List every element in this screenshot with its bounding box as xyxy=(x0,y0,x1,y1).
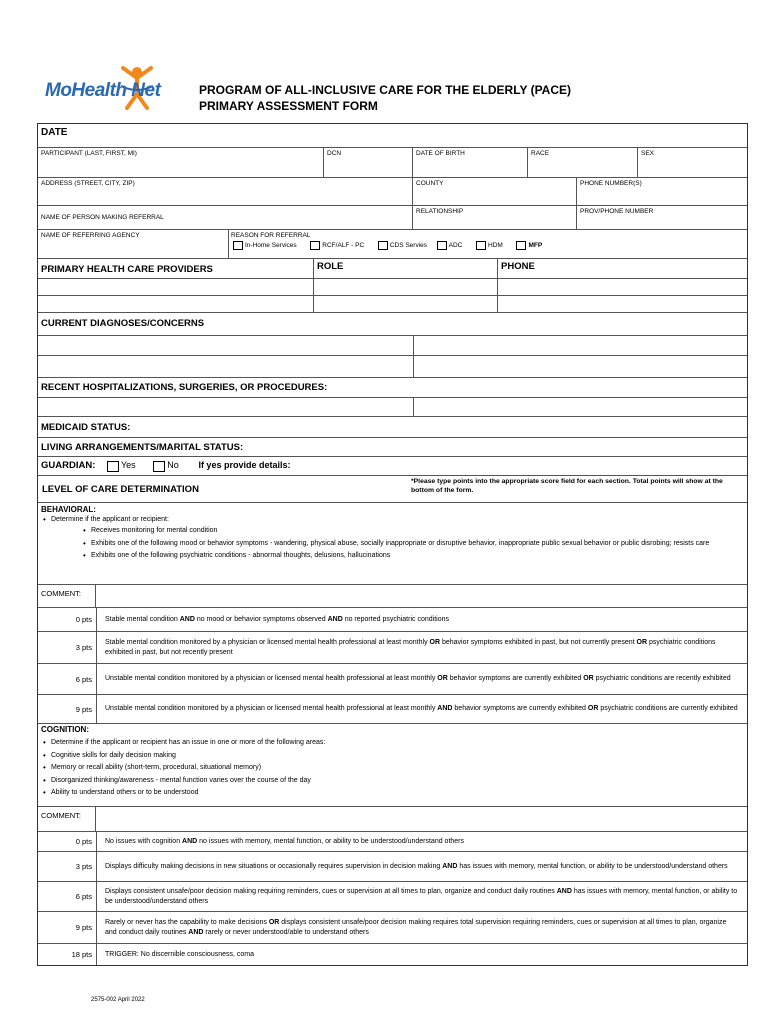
cognition-score-row xyxy=(38,943,747,965)
participant-row xyxy=(38,147,747,177)
cognition-score-row xyxy=(38,881,747,911)
race-field[interactable]: RACE xyxy=(527,148,637,177)
referring-agency-field[interactable]: NAME OF REFERRING AGENCY xyxy=(41,232,140,239)
sex-field[interactable]: SEX xyxy=(637,148,747,177)
diagnosis-field[interactable] xyxy=(38,336,413,355)
living-row[interactable] xyxy=(38,437,747,456)
cognition-item: • Memory or recall ability (short-term, procedural, situational memory) xyxy=(41,762,744,775)
behavioral-score-row xyxy=(38,631,747,663)
score-description: Unstable mental condition monitored by a physician or licensed mental health professional at least monthly AND behavior symptoms are currently exhibited OR psychiatric conditions are currently exhibited xyxy=(96,695,747,723)
score-description: TRIGGER: No discernible consciousness, coma xyxy=(96,944,747,965)
behavioral-score-row xyxy=(38,607,747,631)
hospital-header: RECENT HOSPITALIZATIONS, SURGERIES, OR PROCEDURES: xyxy=(41,382,328,393)
score-points[interactable]: 3 pts xyxy=(75,862,92,871)
prov-phone-field[interactable]: PROV/PHONE NUMBER xyxy=(576,206,747,229)
date-label: DATE xyxy=(41,127,68,138)
mfp-checkbox[interactable] xyxy=(516,241,526,250)
behavioral-comment-field[interactable] xyxy=(96,585,747,607)
provider-role-field[interactable] xyxy=(313,296,497,312)
hospital-field[interactable] xyxy=(413,398,747,416)
diagnosis-field[interactable] xyxy=(413,356,747,377)
county-field[interactable]: COUNTY xyxy=(412,178,576,205)
level-of-care-note: *Please type points into the appropriate score field for each section. Total points will show at the bottom of the form. xyxy=(411,478,723,494)
score-description: No issues with cognition AND no issues with memory, mental function, or ability to be understood/understand others xyxy=(96,832,747,851)
dcn-field[interactable]: DCN xyxy=(323,148,412,177)
provider-phone-field[interactable] xyxy=(497,279,747,295)
score-description: Stable mental condition AND no mood or behavior symptoms observed AND no reported psychiatric conditions xyxy=(96,608,747,631)
level-of-care-row xyxy=(38,475,747,502)
cognition-score-row xyxy=(38,831,747,851)
cognition-score-row xyxy=(38,851,747,881)
behavioral-section xyxy=(38,502,747,584)
assessment-form xyxy=(37,123,748,966)
form-title xyxy=(199,82,571,114)
guardian-row: GUARDIAN: Yes No If yes provide details: xyxy=(38,456,747,475)
score-points[interactable]: 18 pts xyxy=(71,950,92,959)
behavioral-item: • Receives monitoring for mental condition xyxy=(81,526,744,536)
cognition-comment-row xyxy=(38,806,747,831)
providers-header-row xyxy=(38,258,747,278)
phone-field[interactable]: PHONE NUMBER(S) xyxy=(576,178,747,205)
behavioral-score-row xyxy=(38,694,747,723)
score-description: Rarely or never has the capability to make decisions OR displays consistent unsafe/poor decision making requires total supervision requiring reminders, cues or supervision at all times to plan, organize and conduct daily routines AND rarely or never understood/able to understand others xyxy=(96,912,747,943)
provider-phone-field[interactable] xyxy=(497,296,747,312)
referral-reason-group: REASON FOR REFERRAL In-Home Services RCF/ALF - PC CDS Servies ADC HDM MFP xyxy=(228,230,747,258)
provider-name-field[interactable] xyxy=(38,296,313,312)
mohealthnet-logo xyxy=(45,62,190,114)
score-points[interactable]: 9 pts xyxy=(75,704,92,714)
behavioral-comment-label: COMMENT: xyxy=(38,585,96,607)
cognition-item: • Determine if the applicant or recipient has an issue in one or more of the following areas: xyxy=(41,737,744,750)
address-row xyxy=(38,177,747,205)
score-points[interactable]: 0 pts xyxy=(75,837,92,846)
date-row[interactable] xyxy=(38,124,747,147)
behavioral-intro: • Determine if the applicant or recipient: xyxy=(41,515,744,525)
score-points[interactable]: 6 pts xyxy=(75,892,92,901)
score-points[interactable]: 0 pts xyxy=(75,615,92,624)
providers-header: PRIMARY HEALTH CARE PROVIDERS xyxy=(41,264,213,275)
in-home-checkbox[interactable] xyxy=(233,241,243,250)
dob-field[interactable]: DATE OF BIRTH xyxy=(412,148,527,177)
referrer-name-field[interactable]: NAME OF PERSON MAKING REFERRAL xyxy=(41,214,164,221)
diagnosis-field[interactable] xyxy=(413,336,747,355)
score-points[interactable]: 9 pts xyxy=(75,923,92,932)
cognition-header: COGNITION: xyxy=(41,725,89,734)
guardian-label: GUARDIAN: xyxy=(41,460,96,471)
provider-row xyxy=(38,278,747,295)
cognition-comment-label: COMMENT: xyxy=(38,807,96,831)
agency-row xyxy=(38,229,747,258)
behavioral-header: BEHAVIORAL: xyxy=(41,505,96,514)
cds-checkbox[interactable] xyxy=(378,241,388,250)
score-description: Stable mental condition monitored by a physician or licensed mental health professional at least monthly OR behavior symptoms exhibited in past, but not currently present OR psychiatric conditions exhibited in past, but not recently present xyxy=(96,632,747,663)
address-field[interactable]: ADDRESS (STREET, CITY, ZIP) xyxy=(41,180,135,187)
provider-row xyxy=(38,295,747,312)
hospital-row xyxy=(38,397,747,416)
referrer-row xyxy=(38,205,747,229)
role-header: ROLE xyxy=(317,261,344,272)
rcf-alf-checkbox[interactable] xyxy=(310,241,320,250)
behavioral-item: • Exhibits one of the following psychiatric conditions - abnormal thoughts, delusions, hallucinations xyxy=(81,551,744,561)
form-title-line2: PRIMARY ASSESSMENT FORM xyxy=(199,99,378,113)
hdm-checkbox[interactable] xyxy=(476,241,486,250)
hospital-field[interactable] xyxy=(38,398,413,416)
reason-label: REASON FOR REFERRAL xyxy=(231,232,311,239)
living-label: LIVING ARRANGEMENTS/MARITAL STATUS: xyxy=(41,442,244,453)
provider-role-field[interactable] xyxy=(313,279,497,295)
provider-name-field[interactable] xyxy=(38,279,313,295)
guardian-details-label: If yes provide details: xyxy=(198,460,291,470)
cognition-comment-field[interactable] xyxy=(96,807,747,831)
score-description: Displays difficulty making decisions in new situations or occasionally requires supervision in decision making AND has issues with memory, mental function, or ability to be understood/understand others xyxy=(96,852,747,881)
cognition-item: • Cognitive skills for daily decision making xyxy=(41,750,744,763)
cognition-item: • Disorganized thinking/awareness - mental function varies over the course of the day xyxy=(41,775,744,788)
phone-header: PHONE xyxy=(501,261,535,272)
level-of-care-header: LEVEL OF CARE DETERMINATION xyxy=(42,484,199,495)
diagnoses-row xyxy=(38,355,747,377)
score-description: Unstable mental condition monitored by a physician or licensed mental health professional at least monthly OR behavior symptoms are currently exhibited OR psychiatric conditions are recently exhibited xyxy=(96,664,747,694)
medicaid-label: MEDICAID STATUS: xyxy=(41,422,131,433)
score-description: Displays consistent unsafe/poor decision making requiring reminders, cues or supervision at all times to plan, organize and conduct daily routines AND has issues with memory, mental function, or ability to be understood/understand others xyxy=(96,882,747,911)
form-title-line1: PROGRAM OF ALL-INCLUSIVE CARE FOR THE ELDERLY (PACE) xyxy=(199,83,572,97)
medicaid-row[interactable] xyxy=(38,416,747,437)
relationship-field[interactable]: RELATIONSHIP xyxy=(412,206,576,229)
score-points[interactable]: 3 pts xyxy=(75,643,92,652)
adc-checkbox[interactable] xyxy=(437,241,447,250)
guardian-no-checkbox[interactable] xyxy=(153,461,165,472)
hospital-header-row xyxy=(38,377,747,397)
cognition-section xyxy=(38,723,747,806)
behavioral-comment-row xyxy=(38,584,747,607)
participant-name-field[interactable]: PARTICIPANT (LAST, FIRST, MI) xyxy=(41,150,137,157)
logo-text: MoHealth Net xyxy=(45,80,161,101)
diagnoses-header-row xyxy=(38,312,747,335)
score-points[interactable]: 6 pts xyxy=(75,674,92,684)
diagnoses-row xyxy=(38,335,747,355)
guardian-yes-checkbox[interactable] xyxy=(107,461,119,472)
behavioral-score-row xyxy=(38,663,747,694)
diagnosis-field[interactable] xyxy=(38,356,413,377)
cognition-score-row xyxy=(38,911,747,943)
cognition-item: • Ability to understand others or to be understood xyxy=(41,787,744,800)
behavioral-item: • Exhibits one of the following mood or behavior symptoms - wandering, physical abuse, socially inappropriate or disruptive behavior, inappropriate public sexual behavior or public disrobing; resists care xyxy=(81,539,744,548)
diagnoses-header: CURRENT DIAGNOSES/CONCERNS xyxy=(41,318,205,329)
form-number-footer: 2575-002 April 2022 xyxy=(91,997,145,1003)
